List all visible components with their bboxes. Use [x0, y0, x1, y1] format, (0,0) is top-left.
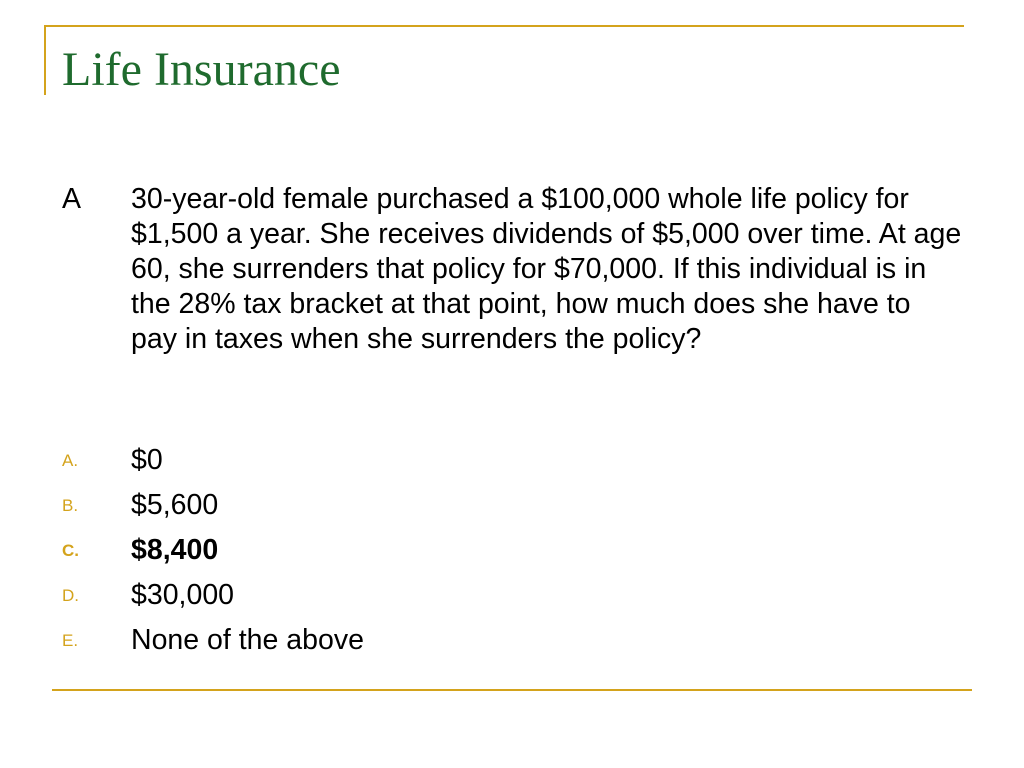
answer-options — [62, 438, 364, 663]
frame-bottom-rule — [52, 689, 972, 691]
question-text — [62, 182, 962, 357]
question-lead: A — [62, 183, 82, 215]
option-e — [62, 618, 364, 663]
option-text: $5,600 — [131, 489, 219, 521]
question-body: 30-year-old female purchased a $100,000 whole life policy for $1,500 a year. She receives dividends of $5,000 over time. At age 60, she surrenders that policy for $70,000. If this individual is in the 28% tax bracket at that point, how much does she have to pay in taxes when she surrenders the policy? — [131, 183, 962, 355]
slide-title: Life Insurance — [62, 43, 341, 96]
option-letter: D. — [62, 585, 79, 605]
option-text: None of the above — [131, 624, 364, 656]
option-c-correct — [62, 528, 364, 573]
option-text: $0 — [131, 444, 163, 476]
option-letter: B. — [62, 495, 79, 515]
option-letter: E. — [62, 630, 79, 650]
frame-left-rule — [44, 25, 46, 95]
option-letter: A. — [62, 450, 79, 470]
option-text: $30,000 — [131, 579, 235, 611]
option-b — [62, 483, 364, 528]
option-letter: C. — [62, 540, 79, 560]
option-d — [62, 573, 364, 618]
option-text: $8,400 — [131, 534, 219, 566]
frame-top-rule — [44, 25, 964, 27]
option-a — [62, 438, 364, 483]
